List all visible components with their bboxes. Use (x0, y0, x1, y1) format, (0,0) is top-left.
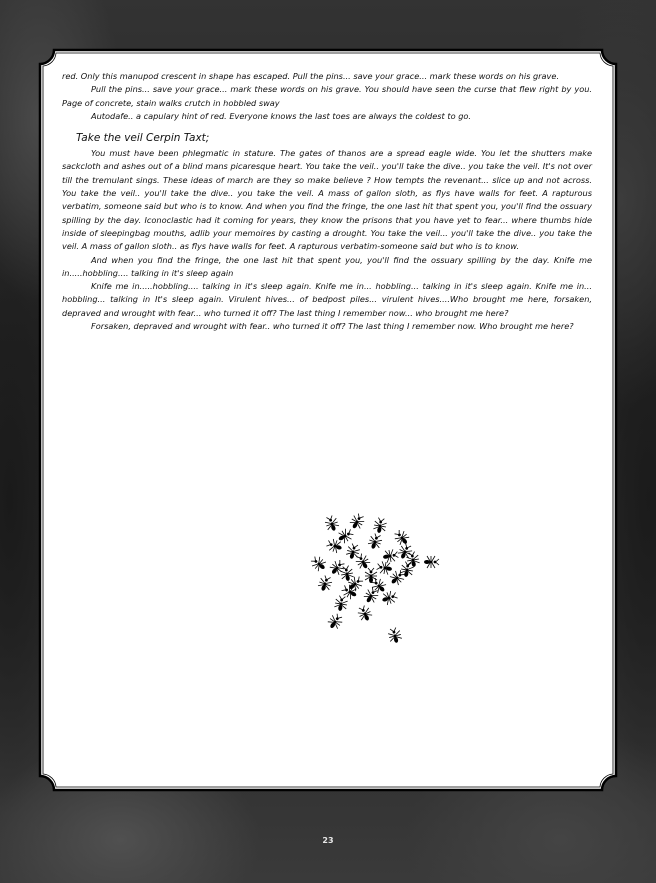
ant-icon (348, 512, 366, 531)
section-heading: Take the veil Cerpin Taxt; (76, 132, 210, 145)
ant-icon (356, 604, 373, 623)
body-text (62, 70, 592, 333)
ant-icon (373, 517, 387, 534)
ant-icon (382, 549, 399, 563)
paragraph-top-1: Pull the pins... save your grace... mark these words on his grave. You should have seen the curse that flew right by you. Page of concrete, stain walks crutch in hobbled sway (62, 84, 592, 108)
ant-icon (334, 595, 348, 612)
ant-icon (424, 556, 439, 568)
ant-icon (397, 542, 414, 561)
paragraph-body-3: Forsaken, depraved and wrought with fear.. who turned it off? The last thing I remember now. Who brought me here? (91, 321, 574, 332)
ant-icon (309, 554, 328, 573)
paragraph-top-0: red. Only this manupod crescent in shape has escaped. Pull the pins... save your grace... mark these words on his grave. (62, 71, 560, 81)
paragraph-top-2: Autodafe.. a capulary hint of red. Everyone knows the last toes are always the coldest to go. (91, 110, 472, 121)
paragraph-body-1: And when you find the fringe, the one last hit that spent you, you'll find the ossuary spilling by the day. Knife me in.....hobbling.... talking in it's sleep again (62, 254, 592, 278)
ant-icon (317, 574, 333, 592)
ant-icon (365, 568, 377, 583)
ant-icon (367, 532, 383, 550)
paragraph-body-2: Knife me in.....hobbling.... talking in it's sleep again. Knife me in... hobbling... talking in it's sleep again. Knife me in... hobbling... talking in It's sleep again. Virulent hives... of bedpost piles... virulent hives....Who brought me here, forsaken, depraved and wrought with fear... who turned it off? The last thing I remember now... who brought me here? (62, 281, 592, 318)
ant-icon (324, 514, 340, 532)
ant-icon (354, 552, 372, 571)
ant-swarm-icon (305, 512, 445, 652)
ant-icon (336, 527, 355, 545)
paragraph-body-0: You must have been phlegmatic in stature. The gates of thanos are a spread eagle wide. You let the shutters make sackcloth and ashes out of a blind mans picaresque heart. You take the veil.. you'll take the dive.. you take the veil. It's not over till the tremulant sings. These ideas of march are they so make believe ? How tempts the revenant... slice up and not across. You take the veil.. you'll take the dive.. you take the veil. A mass of gallon sloth, as flys have walls for feet. A rapturous verbatim, someone said but who is to know. And when you find the fringe, the one last hit that spent you, you'll find the ossuary spilling by the day. Iconoclastic had it coming for years, they know the prisons that you have yet to fear... where thumbs hide inside of sleepingbag mouths, adlib your memoires by casting a drought. You take the veil... you'll take the dive.. you take the veil. A mass of gallon sloth.. as flys have walls for feet. A rapturous verbatim-someone said but who is to know. (62, 148, 592, 252)
ant-icon (376, 561, 393, 575)
ant-icon (392, 528, 411, 547)
ant-icon (380, 590, 398, 606)
ant-icon (362, 586, 380, 605)
ant-icon (326, 612, 344, 631)
ant-icon (388, 568, 407, 587)
ant-icon (387, 627, 402, 645)
ant-icon (340, 565, 354, 582)
page-number: 23 (322, 836, 334, 845)
